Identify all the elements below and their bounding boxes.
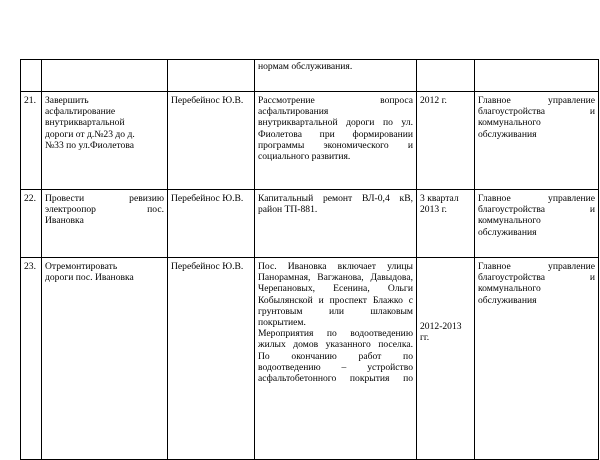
description-line: Кобылянской и проспект Блажко с	[258, 294, 413, 306]
executor-line: коммунального	[478, 283, 541, 295]
cell-responsible	[168, 92, 255, 190]
description-line: Мероприятия по водоотведению	[258, 328, 413, 340]
executor-line: благоустройства и	[478, 272, 595, 284]
description-text: нормам обслуживания.	[258, 61, 353, 72]
responsible-name: Перебейнос Ю.В.	[171, 95, 244, 106]
description-line: По окончанию работ по	[258, 350, 413, 362]
executor-line: коммунального	[478, 215, 541, 227]
executor-line: Главное управление	[478, 261, 595, 272]
task-line: №33 по ул.Фиолетова	[45, 139, 134, 151]
executor-line: благоустройства и	[478, 106, 595, 118]
description-line: асфальтирования	[258, 106, 329, 118]
description-line: грунтовым или шлаковым	[258, 305, 413, 317]
task-line: Завершить	[45, 95, 89, 106]
description-line: Капитальный ремонт ВЛ-0,4 кВ,	[258, 193, 413, 204]
description-line: район ТП-881.	[258, 204, 318, 216]
cell-description	[255, 92, 417, 190]
table-row-continued	[21, 60, 599, 92]
description-line: социального развития.	[258, 151, 351, 163]
executor-line: обслуживания	[478, 294, 537, 306]
description-line: Пос. Ивановка включает улицы	[258, 261, 413, 272]
cell-term	[417, 92, 475, 190]
cell-task	[42, 92, 168, 190]
cell-responsible	[168, 258, 255, 460]
term-line: гг.	[420, 332, 430, 344]
cell-description	[255, 258, 417, 460]
term-text: 2012 г.	[420, 95, 447, 106]
description-line: водоотведению – устройство	[258, 361, 413, 373]
executor-line: обслуживания	[478, 226, 537, 238]
row-number: 22.	[24, 193, 36, 204]
cell-num	[21, 92, 42, 190]
executor-line: коммунального	[478, 117, 541, 129]
cell-description	[255, 190, 417, 258]
description-line: программы экономического и	[258, 139, 413, 151]
cell-task	[42, 190, 168, 258]
description-line: покрытием.	[258, 317, 306, 329]
cell-task	[42, 258, 168, 460]
cell-num	[21, 190, 42, 258]
cell-responsible	[168, 190, 255, 258]
task-line: дороги от д.№23 до д.	[45, 128, 135, 140]
description-line: жилых домов указанного поселка.	[258, 339, 413, 351]
cell-term	[417, 60, 475, 92]
executor-line: обслуживания	[478, 128, 537, 140]
cell-responsible	[168, 60, 255, 92]
cell-description	[255, 60, 417, 92]
executor-line: благоустройства и	[478, 204, 595, 216]
row-number: 21.	[24, 95, 36, 106]
cell-executor	[475, 92, 599, 190]
task-line: Провести ревизию	[45, 193, 164, 204]
responsible-name: Перебейнос Ю.В.	[171, 193, 244, 204]
row-number: 23.	[24, 261, 36, 272]
executor-line: Главное управление	[478, 193, 595, 204]
description-line: Рассмотрение вопроса	[258, 95, 413, 106]
cell-executor	[475, 258, 599, 460]
cell-num	[21, 258, 42, 460]
description-line: Панорамная, Вагжанова, Давыдова,	[258, 272, 413, 284]
table-row-21	[21, 92, 599, 190]
task-line: электроопор пос.	[45, 204, 164, 216]
description-line: Черепановых, Есенина, Ольги	[258, 283, 413, 295]
description-line: асфальтобетонного покрытия по	[258, 373, 413, 385]
executor-line: Главное управление	[478, 95, 595, 106]
description-line: Фиолетова при формировании	[258, 128, 413, 140]
cell-task	[42, 60, 168, 92]
task-line: асфальтирование	[45, 106, 116, 118]
task-line: Ивановка	[45, 215, 84, 227]
cell-executor	[475, 60, 599, 92]
term-line: 2012-2013	[420, 321, 462, 332]
description-line: внутриквартальной дороги по ул.	[258, 117, 413, 129]
responsible-name: Перебейнос Ю.В.	[171, 261, 244, 272]
task-line: дороги пос. Ивановка	[45, 272, 134, 284]
cell-executor	[475, 190, 599, 258]
task-line: Отремонтировать	[45, 261, 118, 272]
cell-num	[21, 60, 42, 92]
task-line: внутриквартальной	[45, 117, 125, 129]
term-line: 3 квартал	[420, 193, 459, 204]
term-line: 2013 г.	[420, 204, 447, 216]
cell-term	[417, 258, 475, 460]
table-row-22	[21, 190, 599, 258]
cell-term	[417, 190, 475, 258]
plan-table	[20, 59, 599, 460]
table-row-23	[21, 258, 599, 460]
